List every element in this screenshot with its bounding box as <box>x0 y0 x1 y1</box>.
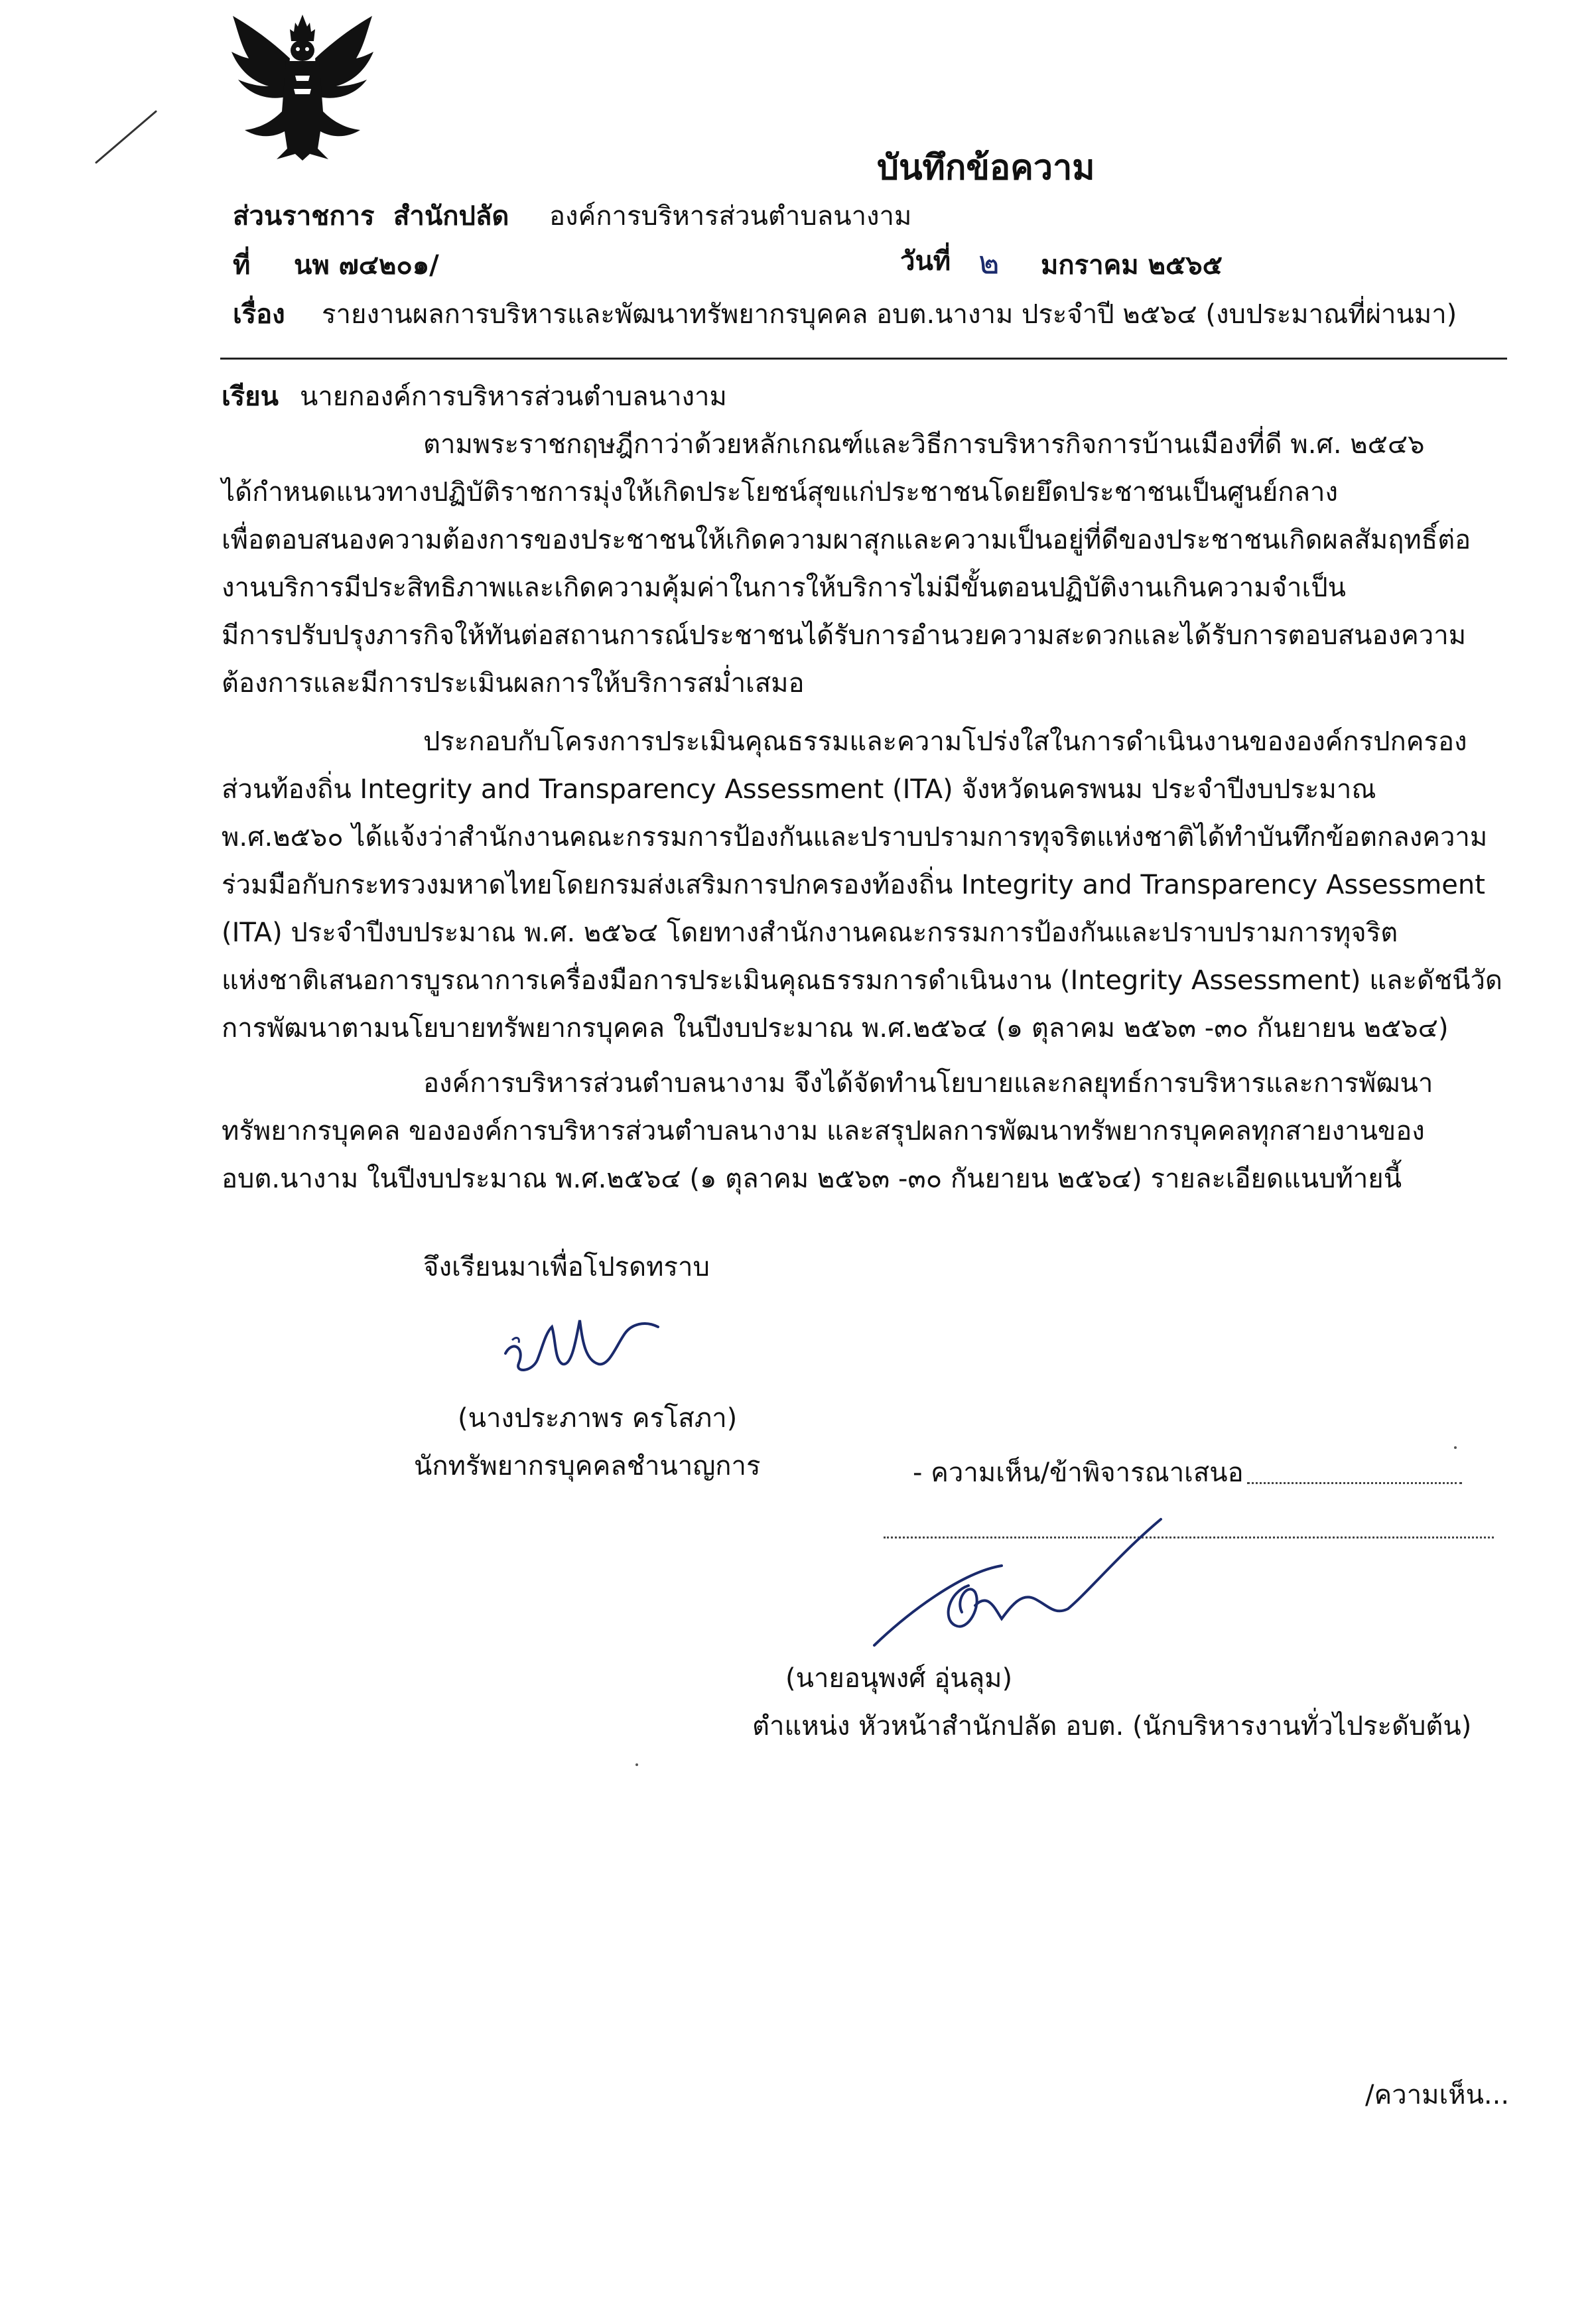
body-line: การพัฒนาตามนโยบายทรัพยากรบุคคล ในปีงบประมาณ พ.ศ.๒๕๖๔ (๑ ตุลาคม ๒๕๖๓ -๓๐ กันยายน ๒๕๖๔) <box>222 1013 1449 1044</box>
date-month-year: มกราคม ๒๕๖๕ <box>1041 250 1223 281</box>
ref-label: ที่ <box>233 250 251 281</box>
signature-2 <box>869 1493 1174 1652</box>
agency-label: ส่วนราชการ <box>233 201 375 232</box>
closing-line: จึงเรียนมาเพื่อโปรดทราบ <box>423 1252 710 1282</box>
body-line: ส่วนท้องถิ่น Integrity and Transparency Assessment (ITA) จังหวัดนครพนม ประจำปีงบประมาณ <box>222 774 1376 805</box>
body-line: ประกอบกับโครงการประเมินคุณธรรมและความโปร่งใสในการดำเนินงานขององค์กรปกครอง <box>423 726 1467 757</box>
signer1-position: นักทรัพยากรบุคคลชำนาญการ <box>414 1451 761 1481</box>
agency-name: องค์การบริหารส่วนตำบลนางาม <box>549 201 912 232</box>
continuation-note: /ความเห็น... <box>1365 2080 1510 2110</box>
signature-1 <box>499 1300 671 1387</box>
body-line: งานบริการมีประสิทธิภาพและเกิดความคุ้มค่าในการให้บริการไม่มีขั้นตอนปฏิบัติงานเกินความจำเป็น <box>222 573 1346 603</box>
memo-title: บันทึกข้อความ <box>877 148 1095 188</box>
garuda-emblem-icon <box>229 12 376 162</box>
subject-value: รายงานผลการบริหารและพัฒนาทรัพยากรบุคคล อบต.นางาม ประจำปี ๒๕๖๔ (งบประมาณที่ผ่านมา) <box>322 299 1457 330</box>
body-line: มีการปรับปรุงภารกิจให้ทันต่อสถานการณ์ประชาชนได้รับการอำนวยความสะดวกและได้รับการตอบสนองความ <box>222 620 1467 651</box>
body-line: อบต.นางาม ในปีงบประมาณ พ.ศ.๒๕๖๔ (๑ ตุลาคม ๒๕๖๓ -๓๐ กันยายน ๒๕๖๔) รายละเอียดแนบท้ายนี้ <box>222 1164 1402 1194</box>
speck <box>1454 1446 1457 1449</box>
signer1-name: (นางประภาพร ครโสภา) <box>458 1403 738 1434</box>
speck <box>635 1763 638 1766</box>
salutation-value: นายกองค์การบริหารส่วนตำบลนางาม <box>300 381 727 412</box>
body-line: องค์การบริหารส่วนตำบลนางาม จึงได้จัดทำนโยบายและกลยุทธ์การบริหารและการพัฒนา <box>423 1068 1433 1099</box>
ref-value: นพ ๗๔๒๐๑/ <box>294 250 439 281</box>
body-line: ทรัพยากรบุคคล ขององค์การบริหารส่วนตำบลนางาม และสรุปผลการพัฒนาทรัพยากรบุคคลทุกสายงานของ <box>222 1116 1425 1146</box>
body-line: ต้องการและมีการประเมินผลการให้บริการสม่ำเสมอ <box>222 668 805 699</box>
pen-mark <box>93 106 159 166</box>
body-line: เพื่อตอบสนองความต้องการของประชาชนให้เกิดความผาสุกและความเป็นอยู่ที่ดีของประชาชนเกิดผลสัมฤทธิ์ต่อ <box>222 525 1471 555</box>
salutation-label: เรียน <box>222 381 279 412</box>
comment-dotted-line <box>1247 1482 1462 1484</box>
date-label: วันที่ <box>900 246 951 277</box>
signer2-name: (นายอนุพงศ์ อุ่นลุม) <box>785 1663 1013 1694</box>
body-line: (ITA) ประจำปีงบประมาณ พ.ศ. ๒๕๖๔ โดยทางสำนักงานคณะกรรมการป้องกันและปราบปรามการทุจริต <box>222 918 1398 948</box>
body-line: แห่งชาติเสนอการบูรณาการเครื่องมือการประเมินคุณธรรมการดำเนินงาน (Integrity Assessment) และดัชนีวัด <box>222 965 1502 996</box>
signer2-position: ตำแหน่ง หัวหน้าสำนักปลัด อบต. (นักบริหารงานทั่วไประดับต้น) <box>752 1711 1472 1742</box>
header-divider <box>220 358 1507 360</box>
body-line: ได้กำหนดแนวทางปฏิบัติราชการมุ่งให้เกิดประโยชน์สุขแก่ประชาชนโดยยึดประชาชนเป็นศูนย์กลาง <box>222 477 1339 508</box>
body-line: ร่วมมือกับกระทรวงมหาดไทยโดยกรมส่งเสริมการปกครองท้องถิ่น Integrity and Transparency Assessment <box>222 870 1485 900</box>
agency-dept: สำนักปลัด <box>393 201 509 232</box>
body-line: พ.ศ.๒๕๖๐ ได้แจ้งว่าสำนักงานคณะกรรมการป้องกันและปราบปรามการทุจริตแห่งชาติได้ทำบันทึกข้อตกลงความ <box>222 822 1488 853</box>
date-day-handwritten: ๒ <box>978 244 1000 281</box>
body-line: ตามพระราชกฤษฎีกาว่าด้วยหลักเกณฑ์และวิธีการบริหารกิจการบ้านเมืองที่ดี พ.ศ. ๒๕๔๖ <box>423 429 1425 460</box>
subject-label: เรื่อง <box>233 299 285 330</box>
comment-label: - ความเห็น/ข้าพิจารณาเสนอ <box>913 1458 1244 1488</box>
